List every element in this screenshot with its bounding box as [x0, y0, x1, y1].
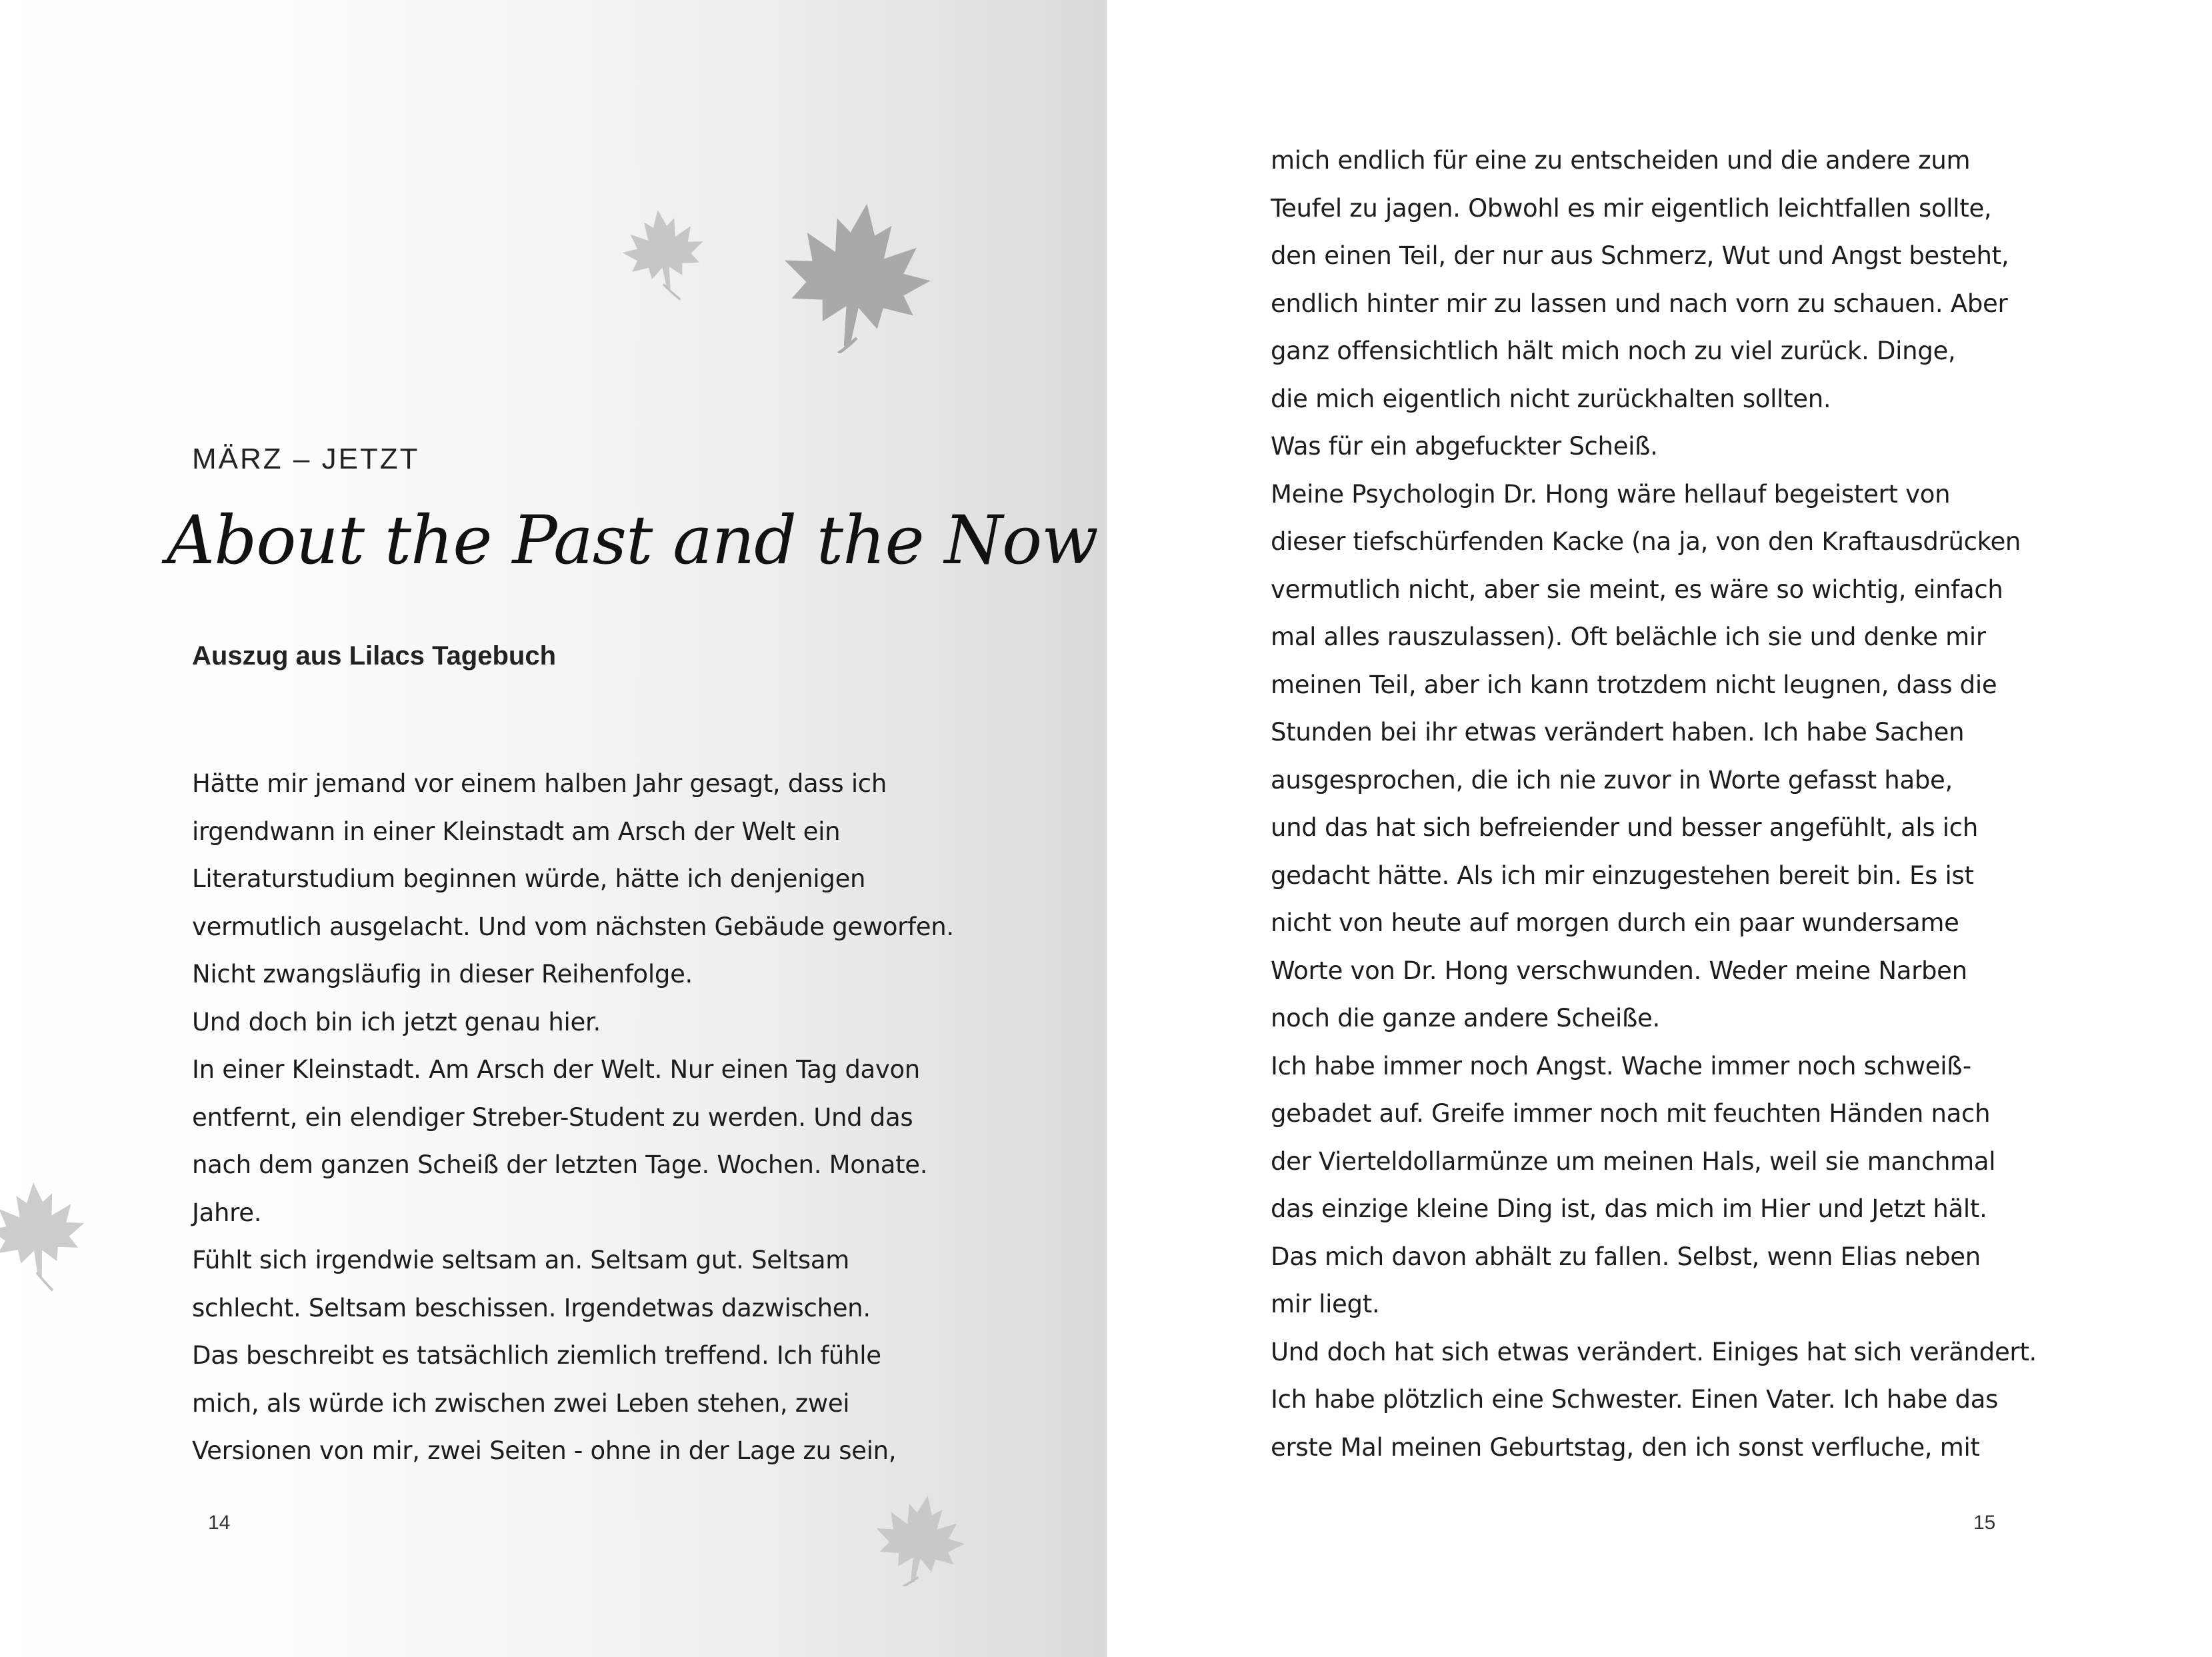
text-line: gebadet auf. Greife immer noch mit feuchten Händen nach	[1271, 1099, 1991, 1128]
text-line: In einer Kleinstadt. Am Arsch der Welt. Nur einen Tag davon	[192, 1055, 920, 1084]
text-line: Das beschreibt es tatsächlich ziemlich treffend. Ich fühle	[192, 1341, 881, 1370]
text-line: Worte von Dr. Hong verschwunden. Weder meine Narben	[1271, 956, 1967, 985]
text-line: nach dem ganzen Scheiß der letzten Tage. Wochen. Monate.	[192, 1150, 928, 1179]
text-line: Literaturstudium beginnen würde, hätte ich denjenigen	[192, 864, 866, 893]
text-line: dieser tiefschürfenden Kacke (na ja, von den Kraftausdrücken	[1271, 527, 2021, 556]
text-line: erste Mal meinen Geburtstag, den ich sonst verfluche, mit	[1271, 1432, 1980, 1462]
text-line: den einen Teil, der nur aus Schmerz, Wut und Angst besteht,	[1271, 241, 2009, 270]
text-line: Hätte mir jemand vor einem halben Jahr gesagt, dass ich	[192, 769, 887, 798]
chapter-label: MÄRZ – JETZT	[192, 443, 420, 475]
text-line: Teufel zu jagen. Obwohl es mir eigentlich leichtfallen sollte,	[1271, 193, 1992, 223]
maple-leaf-icon	[620, 208, 707, 301]
text-line: Ich habe immer noch Angst. Wache immer noch schweiß-	[1271, 1051, 1971, 1080]
text-line: Versionen von mir, zwei Seiten - ohne in der Lage zu sein,	[192, 1436, 897, 1465]
text-line: mal alles rauszulassen). Oft belächle ich sie und denke mir	[1271, 623, 1986, 651]
text-line: nicht von heute auf morgen durch ein paar wundersame	[1271, 908, 1959, 937]
maple-leaf-icon	[780, 200, 933, 353]
text-line: vermutlich nicht, aber sie meint, es wäre so wichtig, einfach	[1271, 575, 2003, 604]
chapter-title: About the Past and the Now	[167, 501, 1098, 579]
text-line: Was für ein abgefuckter Scheiß.	[1271, 432, 1658, 461]
text-line: mich endlich für eine zu entscheiden und die andere zum	[1271, 146, 1971, 175]
text-line: das einzige kleine Ding ist, das mich im Hier und Jetzt hält.	[1271, 1194, 1987, 1223]
maple-leaf-icon	[873, 1493, 967, 1586]
text-line: Und doch bin ich jetzt genau hier.	[192, 1007, 601, 1036]
text-line: und das hat sich befreiender und besser angefühlt, als ich	[1271, 813, 1978, 842]
left-body-text	[192, 760, 954, 1475]
text-line: Fühlt sich irgendwie seltsam an. Seltsam gut. Seltsam	[192, 1246, 850, 1274]
right-page	[1107, 0, 2212, 1657]
text-line: mir liegt.	[1271, 1290, 1380, 1318]
text-line: noch die ganze andere Scheiße.	[1271, 1004, 1660, 1032]
text-line: meinen Teil, aber ich kann trotzdem nicht leugnen, dass die	[1271, 670, 1997, 699]
text-line: Nicht zwangsläufig in dieser Reihenfolge.	[192, 960, 693, 988]
text-line: die mich eigentlich nicht zurückhalten sollten.	[1271, 384, 1831, 413]
text-line: ganz offensichtlich hält mich noch zu viel zurück. Dinge,	[1271, 337, 1956, 365]
section-subhead: Auszug aus Lilacs Tagebuch	[192, 641, 557, 671]
maple-leaf-icon	[0, 1180, 87, 1293]
page-number-left: 14	[208, 1512, 231, 1534]
text-line: ausgesprochen, die ich nie zuvor in Worte gefasst habe,	[1271, 765, 1953, 795]
text-line: Und doch hat sich etwas verändert. Einiges hat sich verändert.	[1271, 1337, 2037, 1366]
text-line: Meine Psychologin Dr. Hong wäre hellauf begeistert von	[1271, 479, 1951, 509]
text-line: endlich hinter mir zu lassen und nach vorn zu schauen. Aber	[1271, 289, 2008, 318]
text-line: schlecht. Seltsam beschissen. Irgendetwas dazwischen.	[192, 1293, 871, 1322]
text-line: Das mich davon abhält zu fallen. Selbst, wenn Elias neben	[1271, 1242, 1981, 1271]
text-line: Ich habe plötzlich eine Schwester. Einen Vater. Ich habe das	[1271, 1385, 1999, 1414]
text-line: irgendwann in einer Kleinstadt am Arsch der Welt ein	[192, 817, 841, 846]
text-line: Jahre.	[192, 1198, 262, 1227]
page-number-right: 15	[1973, 1512, 1996, 1534]
text-line: Stunden bei ihr etwas verändert haben. Ich habe Sachen	[1271, 718, 1965, 747]
text-line: mich, als würde ich zwischen zwei Leben stehen, zwei	[192, 1388, 850, 1418]
text-line: vermutlich ausgelacht. Und vom nächsten Gebäude geworfen.	[192, 912, 954, 941]
text-line: der Vierteldollarmünze um meinen Hals, weil sie manchmal	[1271, 1146, 1996, 1176]
text-line: entfernt, ein elendiger Streber-Student zu werden. Und das	[192, 1102, 913, 1132]
text-line: gedacht hätte. Als ich mir einzugestehen bereit bin. Es ist	[1271, 860, 1974, 890]
right-body-text	[1271, 137, 2037, 1471]
